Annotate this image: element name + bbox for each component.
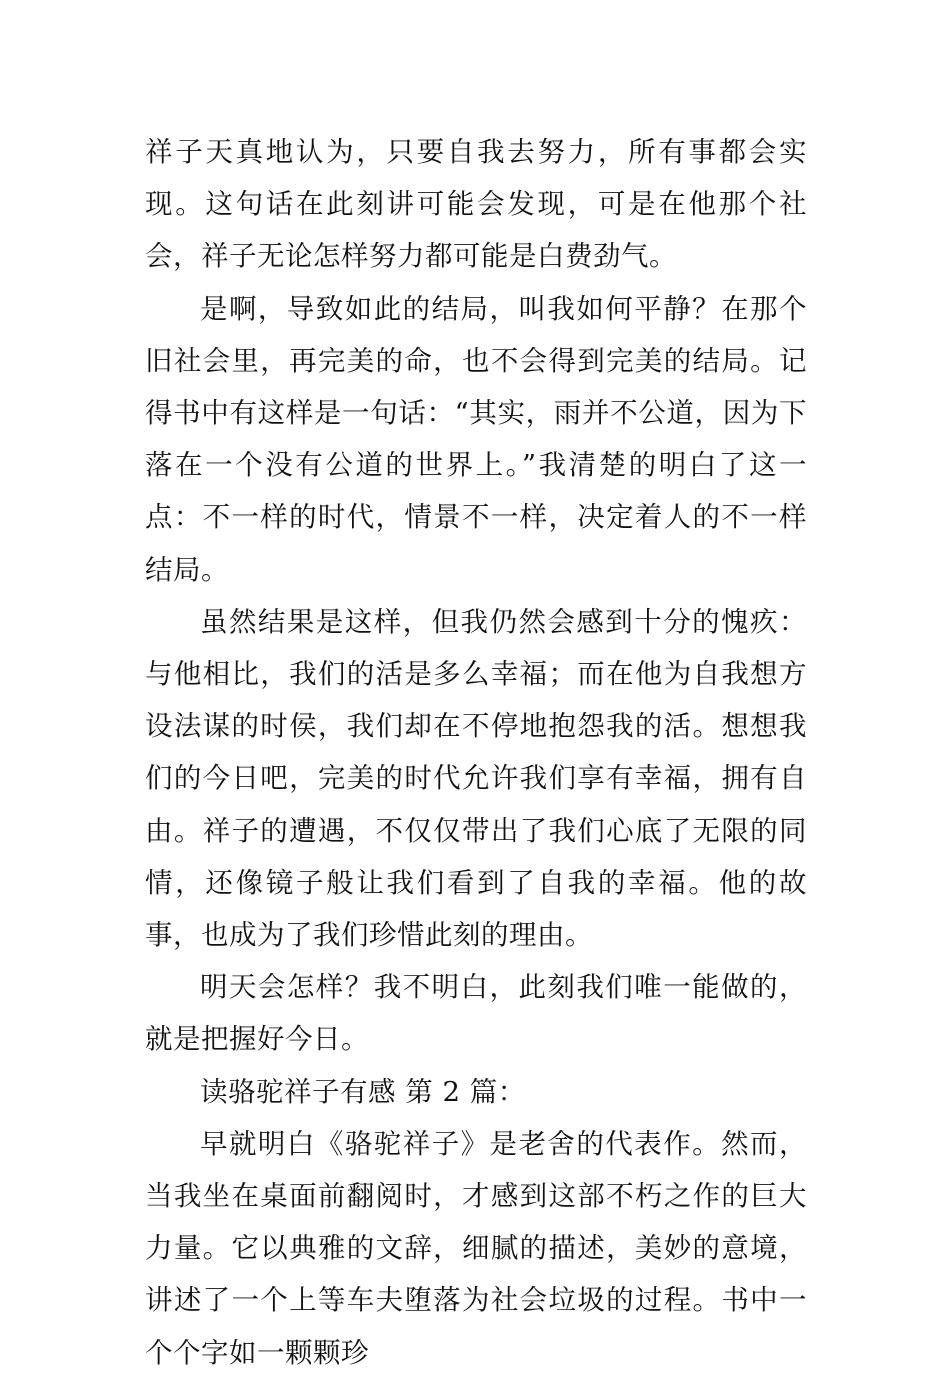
- section-heading: 读骆驼祥子有感 第 2 篇：: [200, 1075, 526, 1108]
- paragraph-4: 明天会怎样？我不明白，此刻我们唯一能做的，就是把握好今日。: [145, 971, 807, 1056]
- document-body: [145, 126, 807, 1379]
- paragraph-3: 虽然结果是这样，但我仍然会感到十分的愧疚：与他相比，我们的活是多么幸福；而在他为自我想方设法谋的时侯，我们却在不停地抱怨我的活。想想我们的今日吧，完美的时代允许我们享有幸福，拥有自由。祥子的遭遇，不仅仅带出了我们心底了无限的同情，还像镜子般让我们看到了自我的幸福。他的故事，也成为了我们珍惜此刻的理由。: [145, 605, 807, 952]
- paragraph-2: 是啊，导致如此的结局，叫我如何平静？在那个旧社会里，再完美的命，也不会得到完美的结局。记得书中有这样是一句话：“其实，雨并不公道，因为下落在一个没有公道的世界上。”我清楚的明白了这一点：不一样的时代，情景不一样，决定着人的不一样结局。: [145, 292, 807, 586]
- paragraph-5: 早就明白《骆驼祥子》是老舍的代表作。然而，当我坐在桌面前翻阅时，才感到这部不朽之作的巨大力量。它以典雅的文辞，细腻的描述，美妙的意境，讲述了一个上等车夫堕落为社会垃圾的过程。书中一个个字如一颗颗珍: [145, 1127, 807, 1369]
- paragraph-1: 祥子天真地认为，只要自我去努力，所有事都会实现。这句话在此刻讲可能会发现，可是在他那个社会，祥子无论怎样努力都可能是白费劲气。: [145, 136, 807, 273]
